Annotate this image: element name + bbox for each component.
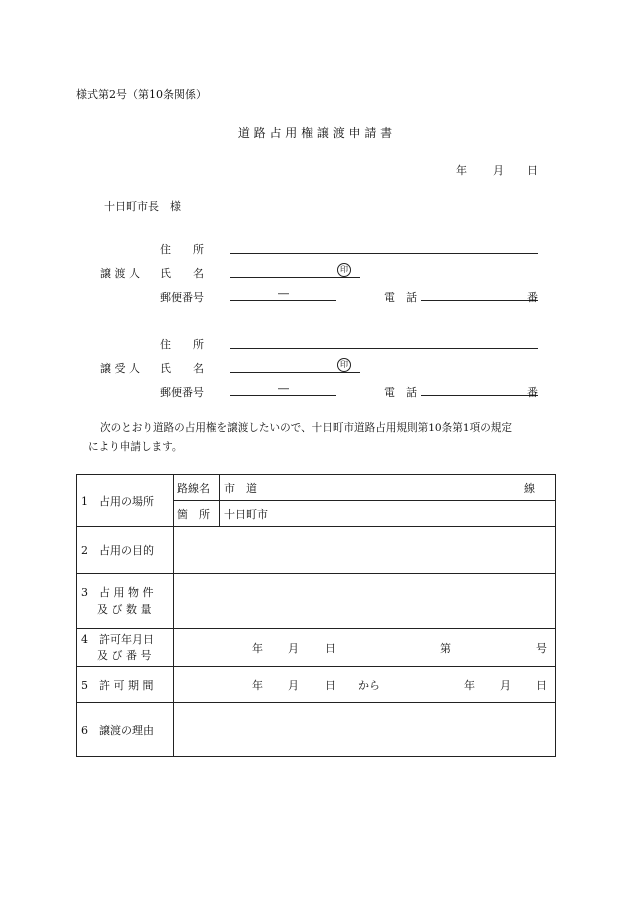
transferee-postal-dash: ― [278,382,289,395]
location-label: 1 占用の場所 [77,475,174,527]
statement-line-1: 次のとおり道路の占用権を譲渡したいので、十日町市道路占用規則第10条第1項の規定 [100,422,512,434]
date-day-label: 日 [527,164,538,177]
transferee-address-field[interactable] [230,348,538,349]
place-value: 十日町市 [224,507,268,521]
permit-period-label: 5 許 可 期 間 [77,667,174,703]
table-row [77,703,556,757]
period-from: から [358,678,380,692]
period-end-year: 年 [464,678,475,692]
transferee-phone-label: 電 話 [384,386,417,399]
transferor-phone-label: 電 話 [384,291,417,304]
objects-label-line-1: 3 占 用 物 件 [81,586,154,599]
table-row [77,629,556,667]
permit-dai: 第 [440,641,451,655]
route-name-cell[interactable] [220,475,556,501]
place-cell[interactable] [220,501,556,527]
addressee: 十日町市長 様 [104,200,181,213]
transferee-phone-suffix: 番 [527,386,538,399]
period-start-month: 月 [288,678,299,692]
reason-cell[interactable] [174,703,556,757]
objects-label [77,574,174,629]
date-year-label: 年 [456,164,467,177]
route-name-label: 路線名 [174,475,220,501]
route-name-value: 市 道 [224,481,257,495]
objects-cell[interactable] [174,574,556,629]
transferor-postal-dash: ― [278,287,289,300]
transferor-postal-label: 郵便番号 [160,291,204,304]
permit-day: 日 [325,641,336,655]
form-number: 様式第2号（第10条関係） [76,88,207,101]
transferee-phone-field[interactable] [421,395,538,396]
table-row [77,667,556,703]
permit-month: 月 [288,641,299,655]
place-label: 箇 所 [174,501,220,527]
purpose-label: 2 占用の目的 [77,527,174,574]
transferee-postal-field[interactable] [230,395,336,396]
transferor-phone-field[interactable] [421,300,538,301]
transferee-postal-label: 郵便番号 [160,386,204,399]
transferee-name-label: 氏 名 [160,362,204,375]
permit-date-cell[interactable] [174,629,556,667]
transferor-name-field[interactable] [230,277,360,278]
objects-label-line-2: 及 び 数 量 [97,603,152,616]
transferee-label: 譲 受 人 [100,362,140,375]
permit-date-label-line-1: 4 許可年月日 [81,632,154,646]
period-end-day: 日 [536,678,547,692]
transferor-seal-icon: 印 [337,263,351,277]
transferor-phone-suffix: 番 [527,291,538,304]
permit-period-cell[interactable] [174,667,556,703]
route-name-suffix: 線 [524,481,535,495]
transferee-seal-icon: 印 [337,358,351,372]
permit-date-label [77,629,174,667]
permit-date-label-line-2: 及 び 番 号 [97,648,152,662]
page-title: 道 路 占 用 権 譲 渡 申 請 書 [237,126,393,140]
transferor-name-label: 氏 名 [160,267,204,280]
period-start-day: 日 [325,678,336,692]
purpose-cell[interactable] [174,527,556,574]
transferor-label: 譲 渡 人 [100,267,140,280]
permit-year: 年 [252,641,263,655]
table-row [77,527,556,574]
reason-label: 6 譲渡の理由 [77,703,174,757]
transferor-postal-field[interactable] [230,300,336,301]
date-month-label: 月 [493,164,504,177]
table-row [77,574,556,629]
transferor-address-label: 住 所 [160,243,204,256]
period-end-month: 月 [500,678,511,692]
transferee-address-label: 住 所 [160,338,204,351]
transferee-name-field[interactable] [230,372,360,373]
permit-go: 号 [536,641,547,655]
period-start-year: 年 [252,678,263,692]
table-row [77,475,556,501]
application-table [76,474,556,757]
statement-line-2: により申請します。 [88,441,183,453]
transferor-address-field[interactable] [230,253,538,254]
